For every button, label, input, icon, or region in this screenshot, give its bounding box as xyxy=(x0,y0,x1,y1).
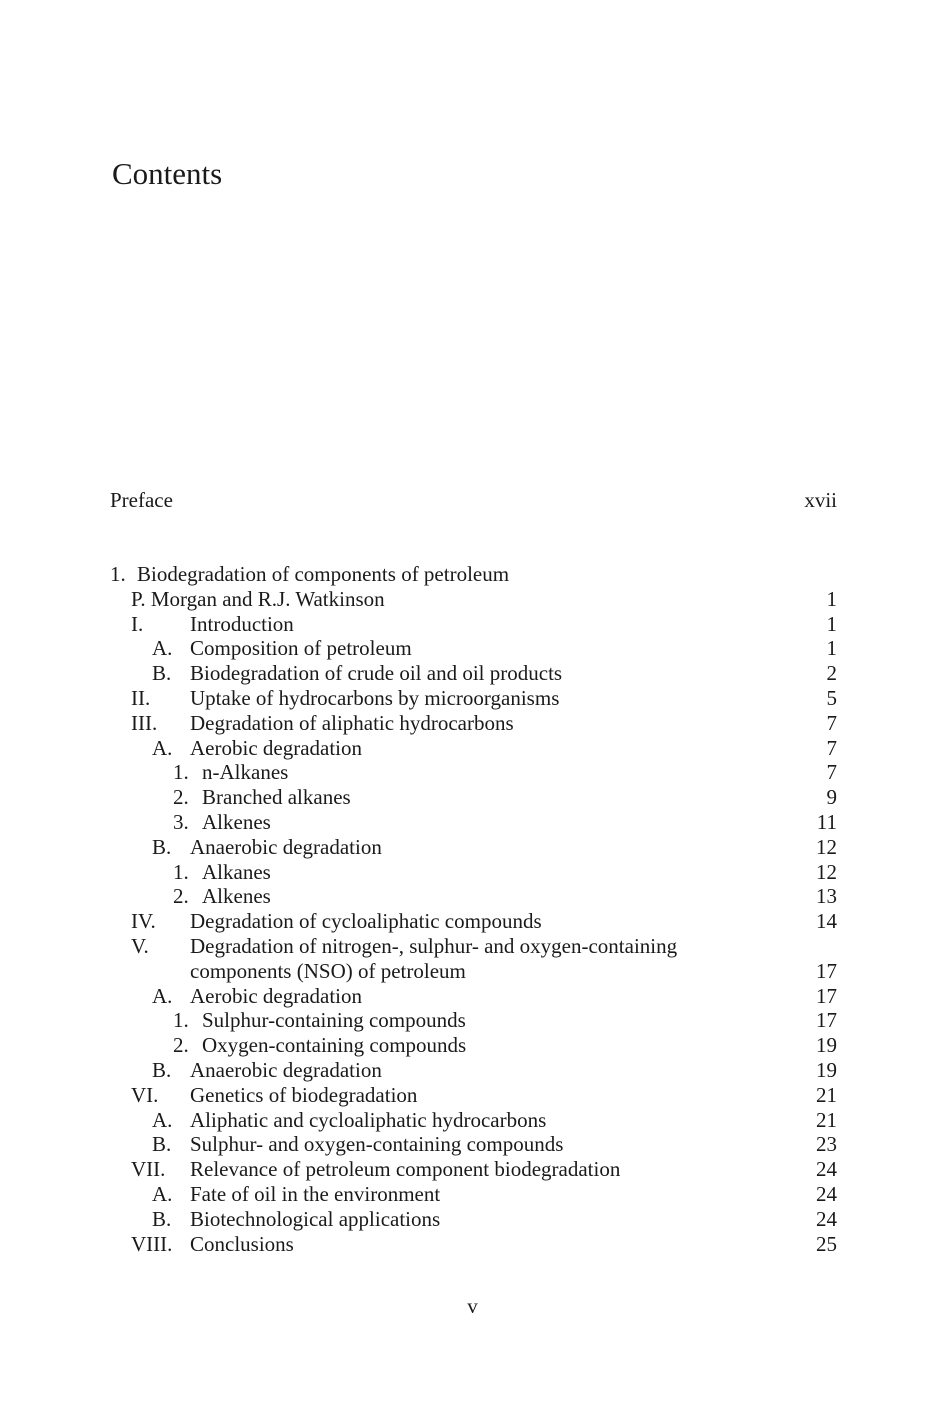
toc-entry[interactable] xyxy=(0,587,945,612)
toc-page-number: 24 xyxy=(816,1157,837,1182)
toc-entry-marker: 2. xyxy=(173,884,189,909)
toc-entry-title: Conclusions xyxy=(190,1231,294,1256)
toc-entry-title: n-Alkanes xyxy=(202,760,289,785)
toc-entry-title: Oxygen-containing compounds xyxy=(202,1033,467,1058)
toc-page-number: 23 xyxy=(816,1132,837,1157)
chapter-heading[interactable] xyxy=(0,562,945,587)
toc-entry[interactable] xyxy=(0,636,945,661)
toc-entry-marker: A. xyxy=(152,1107,173,1132)
toc-entry-title: Degradation of cycloaliphatic compounds xyxy=(190,909,542,934)
toc-page-number: 7 xyxy=(826,735,837,760)
toc-entry-title: Degradation of aliphatic hydrocarbons xyxy=(190,710,514,735)
toc-page-number: 9 xyxy=(826,785,837,810)
toc-entry-title: Biotechnological applications xyxy=(190,1206,441,1231)
toc-page-number: 24 xyxy=(816,1206,837,1231)
toc-entry-marker: 1. xyxy=(173,1008,189,1033)
toc-entry-title: Uptake of hydrocarbons by microorganisms xyxy=(190,685,560,710)
toc-page-number: 17 xyxy=(816,1008,837,1033)
toc-page-number: 12 xyxy=(816,834,837,859)
toc-entry[interactable] xyxy=(0,860,945,885)
toc-entry[interactable] xyxy=(0,612,945,637)
toc-page-number: 1 xyxy=(826,586,837,611)
toc-page-number: 25 xyxy=(816,1231,837,1256)
toc-entry-marker: A. xyxy=(152,1181,173,1206)
toc-entry[interactable] xyxy=(0,1008,945,1033)
toc-entry-marker: B. xyxy=(152,1057,172,1082)
toc-entry[interactable] xyxy=(0,1132,945,1157)
toc-entry-marker: A. xyxy=(152,636,173,661)
toc-page-number: 14 xyxy=(816,909,837,934)
toc-page-number: 11 xyxy=(816,809,837,834)
toc-entry-marker: A. xyxy=(152,735,173,760)
toc-page-number: 21 xyxy=(816,1107,837,1132)
toc-entry-title: Alkanes xyxy=(202,859,271,884)
toc-entry-marker: VI. xyxy=(131,1082,159,1107)
toc-page-number: 19 xyxy=(816,1057,837,1082)
toc-entry-preface[interactable] xyxy=(110,486,837,514)
toc-page-number: 7 xyxy=(826,760,837,785)
toc-entry[interactable] xyxy=(0,711,945,736)
toc-page-number: 24 xyxy=(816,1181,837,1206)
toc-entry[interactable] xyxy=(0,1207,945,1232)
toc-page-number: 1 xyxy=(826,636,837,661)
toc-entry-marker: 1. xyxy=(173,859,189,884)
page-folio: v xyxy=(467,1294,478,1318)
toc-entry[interactable] xyxy=(0,785,945,810)
toc-entry-marker: B. xyxy=(152,834,172,859)
toc-entry[interactable] xyxy=(0,1033,945,1058)
toc-page-number: 19 xyxy=(816,1033,837,1058)
toc-entry-label: Preface xyxy=(110,488,173,512)
toc-entry-title: Sulphur- and oxygen-containing compounds xyxy=(190,1132,564,1157)
toc-page-number: 13 xyxy=(816,884,837,909)
toc-entry[interactable] xyxy=(0,810,945,835)
toc-entry[interactable] xyxy=(0,661,945,686)
toc-entry-marker: 2. xyxy=(173,1033,189,1058)
toc-entry-marker: V. xyxy=(131,933,149,958)
toc-entry[interactable] xyxy=(0,959,945,984)
toc-entry-title: Biodegradation of crude oil and oil products xyxy=(190,661,563,686)
chapter-title: Biodegradation of components of petroleum xyxy=(137,562,510,586)
toc-entry-title: Alkenes xyxy=(202,884,271,909)
toc-page-number: xvii xyxy=(804,488,837,512)
toc-entry-marker: 2. xyxy=(173,785,189,810)
toc-entry-title: Sulphur-containing compounds xyxy=(202,1008,466,1033)
toc-page-number: 17 xyxy=(816,958,837,983)
toc-entry[interactable] xyxy=(0,1108,945,1133)
toc-entry-marker: B. xyxy=(152,661,172,686)
toc-entry-marker: 1. xyxy=(173,760,189,785)
toc-entry-title: Anaerobic degradation xyxy=(190,834,382,859)
toc-entry-title: Aerobic degradation xyxy=(190,983,363,1008)
toc-page-number: 2 xyxy=(826,661,837,686)
toc-entry-marker: 3. xyxy=(173,809,189,834)
toc-entry[interactable] xyxy=(0,1182,945,1207)
toc-entry[interactable] xyxy=(0,909,945,934)
toc-entry-title: Introduction xyxy=(190,611,294,636)
toc-entry[interactable] xyxy=(0,736,945,761)
toc-entry[interactable] xyxy=(0,760,945,785)
toc-entry[interactable] xyxy=(0,1083,945,1108)
toc-entry[interactable] xyxy=(0,934,945,959)
toc-entry-title: Fate of oil in the environment xyxy=(190,1181,441,1206)
toc-entry-marker: II. xyxy=(131,685,151,710)
toc-entry-title: Composition of petroleum xyxy=(190,636,412,661)
toc-page-number: 5 xyxy=(826,685,837,710)
table-of-contents xyxy=(0,562,945,1256)
toc-entry-marker: B. xyxy=(152,1206,172,1231)
toc-entry[interactable] xyxy=(0,1157,945,1182)
toc-entry-title: Relevance of petroleum component biodegradation xyxy=(190,1157,621,1182)
toc-entry-marker: VIII. xyxy=(131,1231,173,1256)
toc-entry[interactable] xyxy=(0,984,945,1009)
toc-page-number: 21 xyxy=(816,1082,837,1107)
toc-page-number: 1 xyxy=(826,611,837,636)
toc-entry-marker: III. xyxy=(131,710,158,735)
toc-entry[interactable] xyxy=(0,686,945,711)
toc-entry-marker: I. xyxy=(131,611,144,636)
toc-entry[interactable] xyxy=(0,1058,945,1083)
toc-page-number: 7 xyxy=(826,710,837,735)
toc-entry[interactable] xyxy=(0,835,945,860)
toc-entry-title: Anaerobic degradation xyxy=(190,1057,382,1082)
toc-entry-marker: IV. xyxy=(131,909,156,934)
toc-entry-title: Degradation of nitrogen-, sulphur- and oxygen-containing xyxy=(190,933,678,958)
toc-entry-title: Branched alkanes xyxy=(202,785,351,810)
toc-page-number: 12 xyxy=(816,859,837,884)
page-title: Contents xyxy=(112,156,223,191)
toc-entry-title: Genetics of biodegradation xyxy=(190,1082,418,1107)
toc-page-number: 17 xyxy=(816,983,837,1008)
toc-entry-marker: A. xyxy=(152,983,173,1008)
toc-entry-title: Aliphatic and cycloaliphatic hydrocarbons xyxy=(190,1107,547,1132)
toc-entry-marker: B. xyxy=(152,1132,172,1157)
toc-entry-title: Aerobic degradation xyxy=(190,735,363,760)
toc-entry[interactable] xyxy=(0,1232,945,1257)
toc-entry-marker: VII. xyxy=(131,1157,166,1182)
toc-entry-title: Alkenes xyxy=(202,809,271,834)
toc-entry-title: P. Morgan and R.J. Watkinson xyxy=(131,586,385,611)
toc-entry-title: components (NSO) of petroleum xyxy=(190,958,466,983)
toc-entry[interactable] xyxy=(0,884,945,909)
chapter-number: 1. xyxy=(110,562,126,586)
